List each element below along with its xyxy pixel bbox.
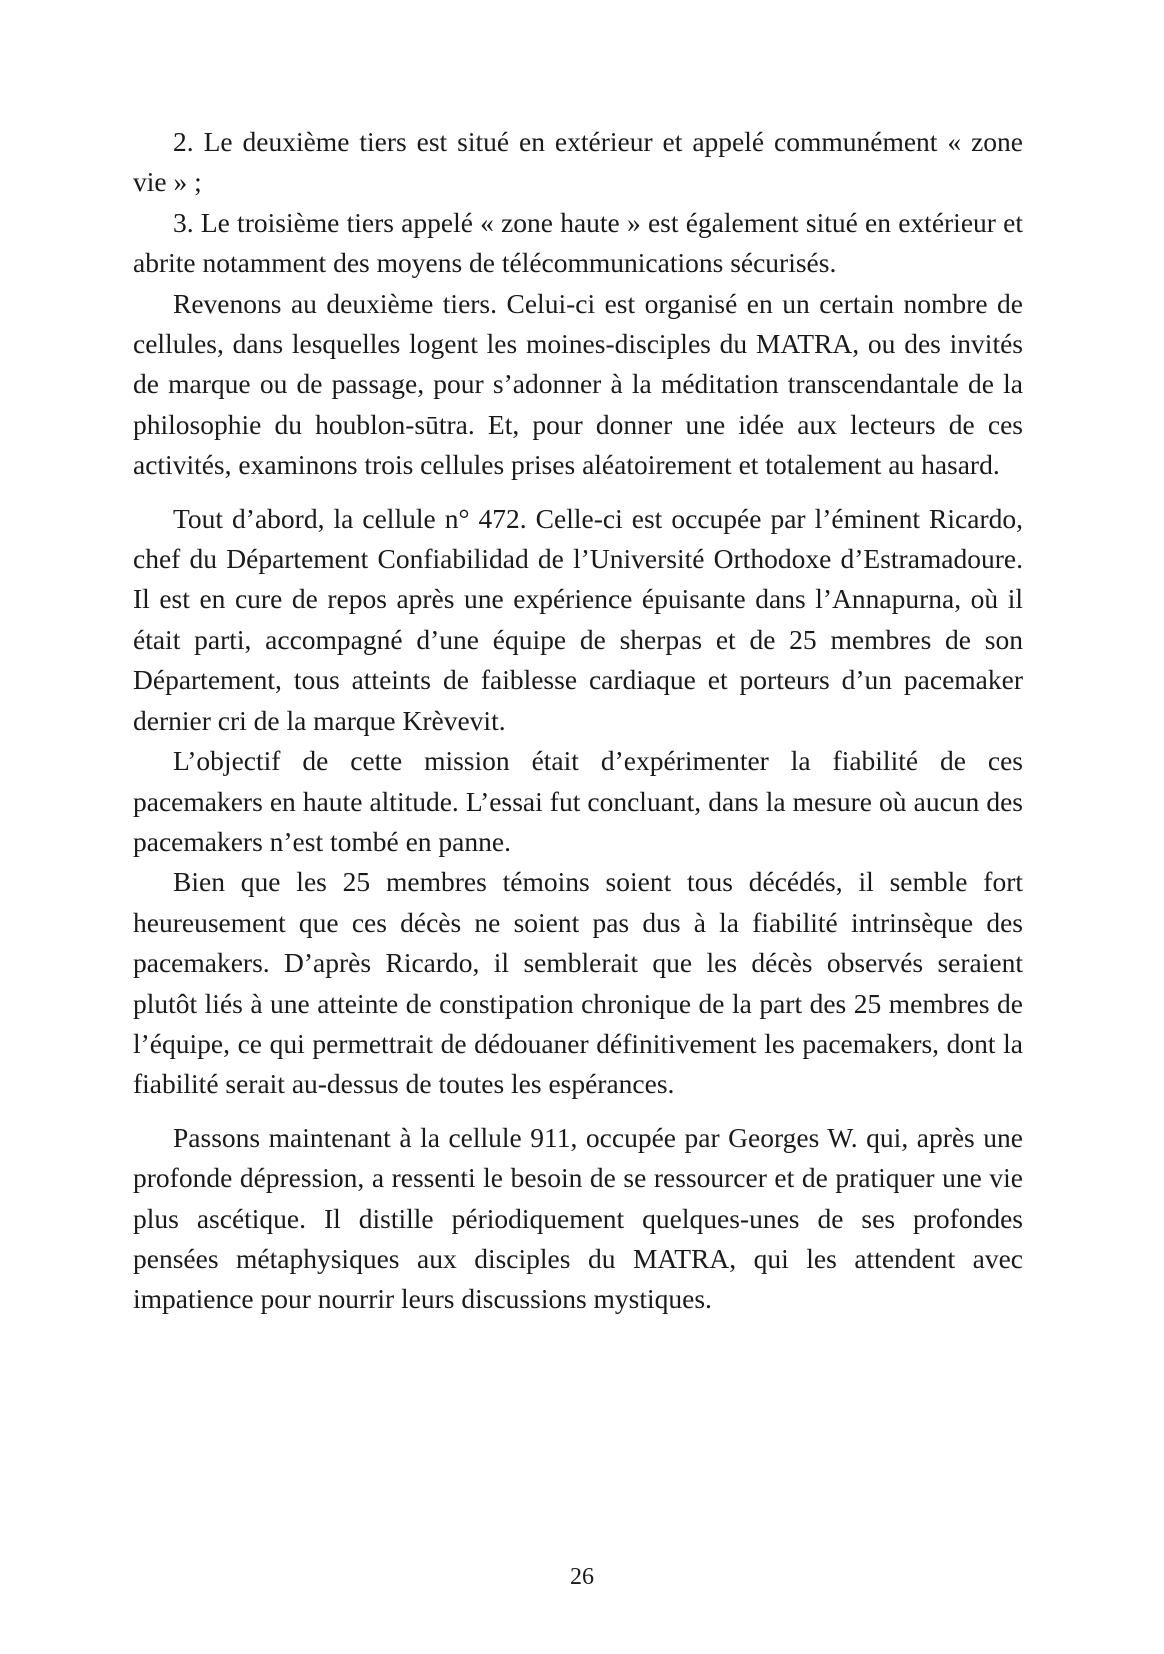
paragraph-list-item-2: 2. Le deuxième tiers est situé en extérieur et appelé communément « zone vie » ;: [133, 126, 1023, 198]
paragraph-second-tier: Revenons au deuxième tiers. Celui-ci est organisé en un certain nombre de cellules, dans lesquelles logent les moines-disciples du MATRA, ou des invités de marque ou de passage, pour s’adonner à la méditation transcendantale de la philosophie du houblon-sūtra. Et, pour donner une idée aux lecteurs de ces activités, examinons trois cellules prises aléatoirement et totalement au hasard.: [133, 287, 1023, 481]
paragraph-mission-objective: L’objectif de cette mission était d’expérimenter la fiabilité de ces pacemakers en haute altitude. L’essai fut concluant, dans la mesure où aucun des pacemakers n’est tombé en panne.: [133, 745, 1023, 857]
paragraph-list-item-3: 3. Le troisième tiers appelé « zone haute » est également situé en extérieur et abrite notamment des moyens de télécommunications sécurisés.: [133, 206, 1023, 279]
paragraph-cell-911: Passons maintenant à la cellule 911, occupée par Georges W. qui, après une profonde dépression, a ressenti le besoin de se ressourcer et de pratiquer une vie plus ascétique. Il distille périodiquement quelques-unes de ses profondes pensées métaphysiques aux disciples du MATRA, qui les attendent avec impatience pour nourrir leurs discussions mystiques.: [133, 1121, 1023, 1315]
page-body: [133, 122, 1023, 1320]
paragraph-cell-472: Tout d’abord, la cellule n° 472. Celle-ci est occupée par l’éminent Ricardo, chef du Département Confiabilidad de l’Université Orthodoxe d’Estramadoure. Il est en cure de repos après une expérience épuisante dans l’Annapurna, où il était parti, accompagné d’une équipe de sherpas et de 25 membres de son Département, tous atteints de faiblesse cardiaque et porteurs d’un pacemaker dernier cri de la marque Krèvevit.: [133, 502, 1023, 736]
paragraph-members-deceased: Bien que les 25 membres témoins soient tous décédés, il semble fort heureusement que ces décès ne soient pas dus à la fiabilité intrinsèque des pacemakers. D’après Ricardo, il semblerait que les décès observés seraient plutôt liés à une atteinte de constipation chronique de la part des 25 membres de l’équipe, ce qui permettrait de dédouaner définitivement les pacemakers, dont la fiabilité serait au-dessus de toutes les espérances.: [133, 866, 1023, 1100]
page-number: 26: [570, 1564, 594, 1590]
